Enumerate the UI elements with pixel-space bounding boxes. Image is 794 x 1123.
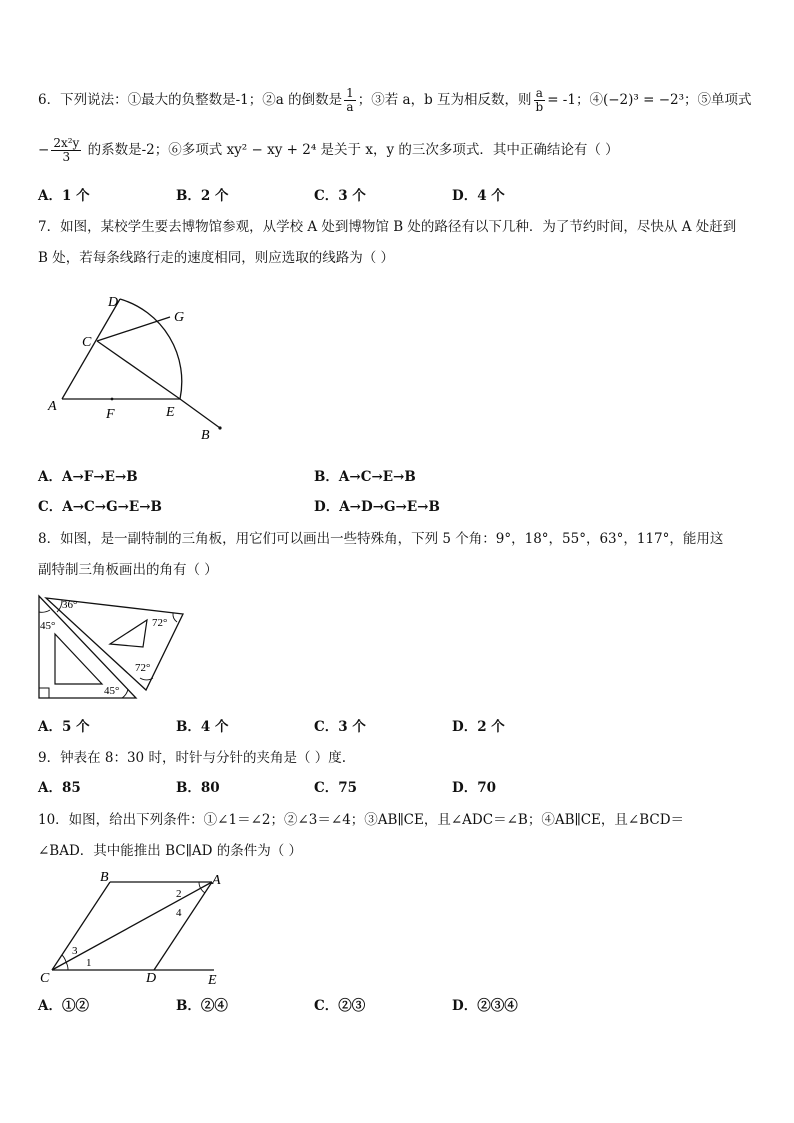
label-e: E [208, 973, 217, 988]
point-f [111, 398, 114, 401]
right-angle-mark [39, 688, 49, 698]
q6-text: ；⑤单项式 [684, 92, 752, 108]
q6-option-d[interactable]: D．4 个 [452, 188, 505, 204]
segment-ce [97, 341, 180, 399]
q9-option-d[interactable]: D．70 [452, 780, 496, 796]
label-e: E [166, 405, 175, 420]
q7-option-a[interactable]: A．A→F→E→B [38, 469, 138, 485]
label-a: A [48, 399, 57, 414]
q8-option-b[interactable]: B．4 个 [176, 719, 229, 735]
fraction-1-over-a: $\frac{1}{a}$ [346, 86, 354, 114]
triangle-set-figure [36, 592, 188, 702]
minus-sign: − [38, 142, 50, 158]
q6-text: ；③若 a，b 互为相反数，则 [357, 92, 532, 108]
q8-option-d[interactable]: D．2 个 [452, 719, 505, 735]
angle-label-1: 1 [86, 957, 92, 969]
q8-line2: 副特制三角板画出的角有（ ） [38, 562, 218, 578]
q6-line1 [38, 87, 752, 114]
label-c: C [40, 971, 50, 986]
label-45-deg-left: 45° [40, 620, 56, 632]
label-f: F [106, 407, 115, 422]
q6-option-b[interactable]: B．2 个 [176, 188, 229, 204]
q10-option-b[interactable]: B．②④ [176, 998, 228, 1014]
q6-line2 [38, 137, 619, 164]
q10-line1: 10．如图，给出下列条件：①∠1＝∠2；②∠3＝∠4；③AB∥CE，且∠ADC＝∠B；④AB∥CE，且∠BCD＝ [38, 812, 685, 828]
label-72-deg-bottom: 72° [135, 662, 151, 674]
monomial-fraction: $\frac{\text{2x²y}}{3}$ [53, 136, 80, 164]
q10-option-c[interactable]: C．②③ [314, 998, 366, 1014]
set-square-45-hole [55, 634, 102, 684]
arc-dge [120, 299, 185, 399]
q8-line1: 8．如图，是一副特制的三角板，用它们可以画出一些特殊角，下列 5 个角：9°，18°，55°，63°，117°，能用这 [38, 531, 724, 547]
set-square-36-72-hole [110, 620, 147, 647]
label-a: A [212, 873, 221, 888]
q6-text: 6．下列说法：①最大的负整数是-1；②a 的倒数是 [38, 92, 343, 108]
q6-option-a[interactable]: A．1 个 [38, 188, 90, 204]
q9-option-a[interactable]: A．85 [38, 780, 81, 796]
q9-line1: 9．钟表在 8：30 时，时针与分针的夹角是（ ）度. [38, 750, 347, 766]
q6-option-c[interactable]: C．3 个 [314, 188, 366, 204]
point-b [218, 426, 221, 429]
q8-option-a[interactable]: A．5 个 [38, 719, 90, 735]
q6-text: 是关于 x，y 的三次多项式．其中正确结论有（ ） [320, 142, 619, 158]
q9-option-c[interactable]: C．75 [314, 780, 358, 796]
set-square-45 [39, 596, 136, 698]
fraction-a-over-b: $\frac{a}{b}$ [535, 86, 544, 114]
label-72-deg-top: 72° [152, 617, 168, 629]
q9-option-b[interactable]: B．80 [176, 780, 220, 796]
angle-label-2: 2 [176, 888, 182, 900]
route-figure [40, 288, 240, 443]
q7-option-c[interactable]: C．A→C→G→E→B [38, 499, 162, 515]
q6-text: = -1；④ [547, 92, 603, 108]
q7-line2: B 处，若每条线路行走的速度相同，则应选取的线路为（ ） [38, 250, 395, 266]
label-45-deg-bottom: 45° [104, 685, 120, 697]
q10-line2: ∠BAD．其中能推出 BC∥AD 的条件为（ ） [38, 843, 302, 859]
label-d: D [146, 971, 157, 986]
label-g: G [174, 310, 185, 325]
label-c: C [82, 335, 92, 350]
segment-bc [52, 882, 110, 970]
parallelogram-figure [36, 868, 226, 990]
segment-eb [180, 399, 220, 428]
q10-option-d[interactable]: D．②③④ [452, 998, 518, 1014]
label-d: D [108, 295, 119, 310]
label-b: B [201, 428, 210, 443]
q8-option-c[interactable]: C．3 个 [314, 719, 366, 735]
label-b: B [100, 870, 109, 885]
label-36-deg: 36° [62, 599, 78, 611]
angle-label-3: 3 [72, 945, 78, 957]
segment-ad [154, 882, 212, 970]
q7-line1: 7．如图，某校学生要去博物馆参观，从学校 A 处到博物馆 B 处的路径有以下几种．为了节约时间，尽快从 A 处赶到 [38, 219, 737, 235]
angle-label-4: 4 [176, 907, 182, 919]
q6-power-expression: (−2)³ = −2³ [602, 92, 685, 108]
q6-text: 的系数是-2；⑥多项式 [87, 142, 223, 158]
q10-option-a[interactable]: A．①② [38, 998, 89, 1014]
q6-polynomial: xy² − xy + 2⁴ [226, 142, 317, 158]
q7-option-b[interactable]: B．A→C→E→B [314, 469, 416, 485]
q7-option-d[interactable]: D．A→D→G→E→B [314, 499, 440, 515]
